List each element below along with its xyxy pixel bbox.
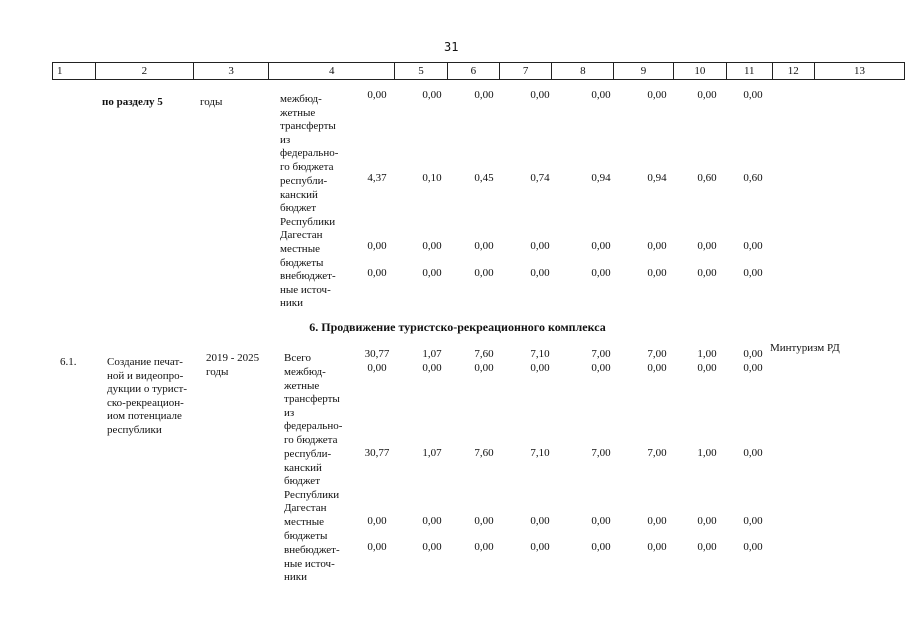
block2-row-value: 7,00: [647, 447, 667, 459]
block2-executor: Минтуризм РД: [770, 342, 840, 354]
block1-row-value: 0,00: [591, 267, 611, 279]
block1-row-label: республи- канский бюджет Республики Дагестан: [280, 175, 336, 242]
block2-number: 6.1.: [60, 356, 77, 368]
block2-row-value: 0,00: [697, 541, 717, 553]
block1-row-value: 0,00: [743, 240, 763, 252]
column-header-row: [52, 62, 905, 80]
block2-row-value: 0,00: [591, 362, 611, 374]
block1-row-value: 0,00: [647, 240, 667, 252]
block1-row-value: 0,00: [530, 240, 550, 252]
block2-row-value: 1,07: [422, 348, 442, 360]
block2-row-value: 0,00: [530, 541, 550, 553]
block2-row-value: 30,77: [364, 348, 390, 360]
block2-row-value: 0,00: [591, 515, 611, 527]
block1-name: по разделу 5: [102, 96, 163, 108]
block2-row-value: 0,00: [697, 362, 717, 374]
block1-row-value: 0,00: [422, 267, 442, 279]
block2-row-value: 0,00: [697, 515, 717, 527]
block1-row-label: местные бюджеты: [280, 243, 324, 269]
column-header-1: 1: [53, 63, 96, 80]
column-header-12: 12: [772, 63, 815, 80]
block1-row-value: 0,00: [367, 240, 387, 252]
block2-period: 2019 - 2025 годы: [206, 352, 260, 378]
block2-row-value: 0,00: [367, 362, 387, 374]
block1-row-value: 0,00: [422, 89, 442, 101]
block2-row-label: внебюджет- ные источ- ники: [284, 544, 340, 584]
block1-row-value: 4,37: [367, 172, 387, 184]
block1-row-value: 0,60: [743, 172, 763, 184]
block2-row-value: 1,00: [697, 348, 717, 360]
column-header-5: 5: [395, 63, 447, 80]
block1-row-value: 0,00: [474, 240, 494, 252]
column-header-4: 4: [269, 63, 395, 80]
block2-row-value: 1,07: [422, 447, 442, 459]
block2-row-label: межбюд- жетные трансферты из федерально- го бюджета: [284, 366, 343, 446]
column-header-11: 11: [727, 63, 772, 80]
block1-row-value: 0,10: [422, 172, 442, 184]
block2-row-value: 0,00: [743, 362, 763, 374]
block2-row-value: 7,60: [474, 447, 494, 459]
block1-row-value: 0,00: [743, 267, 763, 279]
block1-row-value: 0,00: [697, 89, 717, 101]
block2-row-value: 0,00: [367, 515, 387, 527]
block2-row-value: 7,10: [530, 348, 550, 360]
block2-row-value: 0,00: [422, 362, 442, 374]
column-header-10: 10: [673, 63, 726, 80]
block1-period: годы: [200, 96, 223, 108]
block1-row-value: 0,00: [697, 267, 717, 279]
block2-row-value: 0,00: [474, 362, 494, 374]
block1-row-value: 0,00: [530, 89, 550, 101]
block1-row-value: 0,00: [367, 89, 387, 101]
block2-row-value: 30,77: [364, 447, 390, 459]
block2-row-value: 0,00: [591, 541, 611, 553]
block1-row-value: 0,00: [474, 89, 494, 101]
block2-row-value: 0,00: [647, 515, 667, 527]
block2-row-value: 7,60: [474, 348, 494, 360]
block1-row-label: межбюд- жетные трансферты из федерально- го бюджета: [280, 93, 339, 173]
block2-row-value: 0,00: [743, 541, 763, 553]
column-header-13: 13: [815, 63, 905, 80]
block1-row-value: 0,94: [647, 172, 667, 184]
block2-row-value: 0,00: [743, 348, 763, 360]
block2-row-value: 0,00: [422, 515, 442, 527]
block1-row-value: 0,00: [647, 89, 667, 101]
block2-row-label: Всего: [284, 352, 311, 364]
column-header-7: 7: [499, 63, 551, 80]
block1-row-value: 0,00: [422, 240, 442, 252]
block1-row-value: 0,00: [367, 267, 387, 279]
block1-row-value: 0,74: [530, 172, 550, 184]
block2-row-value: 0,00: [422, 541, 442, 553]
block2-row-value: 0,00: [743, 447, 763, 459]
block1-row-value: 0,60: [697, 172, 717, 184]
block2-name: Создание печат- ной и видеопро- дукции о турист- ско-рекреацион- иом потенциале республики: [107, 356, 188, 436]
block1-row-value: 0,00: [647, 267, 667, 279]
block2-row-value: 0,00: [474, 541, 494, 553]
block1-row-label: внебюджет- ные источ- ники: [280, 270, 336, 310]
block2-row-value: 0,00: [647, 362, 667, 374]
block1-row-value: 0,00: [743, 89, 763, 101]
block2-row-value: 0,00: [530, 362, 550, 374]
block1-row-value: 0,45: [474, 172, 494, 184]
page-number: 31: [444, 40, 459, 54]
column-header-9: 9: [614, 63, 673, 80]
block1-row-value: 0,00: [697, 240, 717, 252]
block2-row-value: 0,00: [647, 541, 667, 553]
block1-row-value: 0,94: [591, 172, 611, 184]
block2-row-label: республи- канский бюджет Республики Дагестан: [284, 448, 340, 515]
block2-row-value: 0,00: [367, 541, 387, 553]
column-header-2: 2: [95, 63, 194, 80]
section-title: 6. Продвижение туристско-рекреационного комплекса: [309, 320, 606, 334]
block2-row-value: 7,00: [647, 348, 667, 360]
block2-row-value: 7,10: [530, 447, 550, 459]
block2-row-value: 0,00: [743, 515, 763, 527]
block2-row-value: 7,00: [591, 447, 611, 459]
block2-row-value: 1,00: [697, 447, 717, 459]
column-header-8: 8: [552, 63, 614, 80]
block1-row-value: 0,00: [591, 240, 611, 252]
block1-row-value: 0,00: [474, 267, 494, 279]
block2-row-value: 0,00: [474, 515, 494, 527]
block2-row-value: 0,00: [530, 515, 550, 527]
block2-row-value: 7,00: [591, 348, 611, 360]
block2-row-label: местные бюджеты: [284, 516, 328, 542]
block1-row-value: 0,00: [591, 89, 611, 101]
block1-row-value: 0,00: [530, 267, 550, 279]
column-header-3: 3: [194, 63, 269, 80]
column-header-6: 6: [447, 63, 499, 80]
